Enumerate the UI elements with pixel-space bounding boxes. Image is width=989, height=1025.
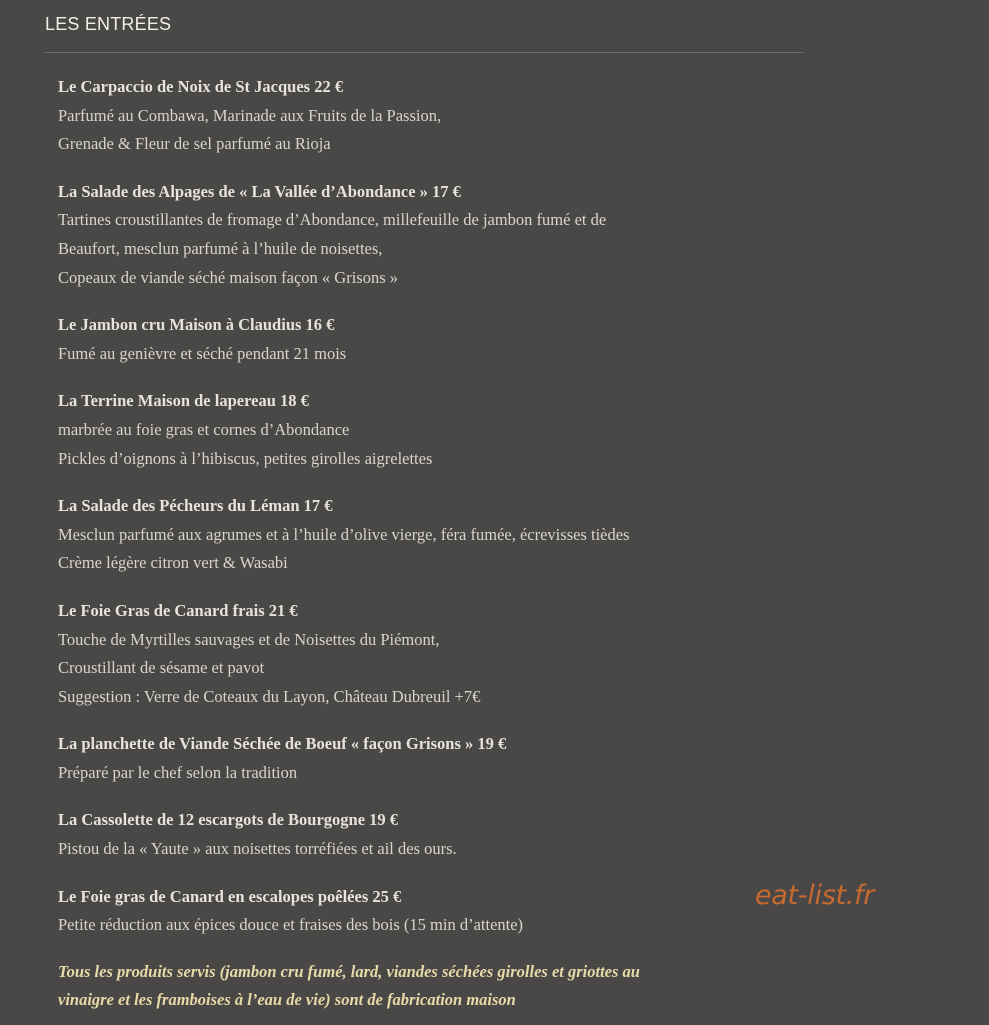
note-line: vinaigre et les framboises à l’eau de vie) sont de fabrication maison bbox=[58, 990, 516, 1010]
dish-title: La Salade des Alpages de « La Vallée d’Abondance » 17 € bbox=[58, 181, 461, 201]
menu-item bbox=[58, 730, 818, 787]
dish-description: Touche de Myrtilles sauvages et de Noisettes du Piémont, bbox=[58, 629, 440, 649]
dish-title: La planchette de Viande Séchée de Boeuf « façon Grisons » 19 € bbox=[58, 734, 507, 754]
dish-description: Fumé au genièvre et séché pendant 21 mois bbox=[58, 343, 347, 363]
dish-description: Parfumé au Combawa, Marinade aux Fruits de la Passion, bbox=[58, 105, 442, 125]
dish-title: Le Foie gras de Canard en escalopes poêlées 25 € bbox=[58, 886, 402, 906]
dish-description: Beaufort, mesclun parfumé à l’huile de noisettes, bbox=[58, 238, 383, 258]
menu-item bbox=[58, 73, 818, 159]
dish-description: Tartines croustillantes de fromage d’Abondance, millefeuille de jambon fumé et de bbox=[58, 210, 607, 230]
note-line: Tous les produits servis (jambon cru fumé, lard, viandes séchées girolles et griottes au bbox=[58, 961, 640, 981]
menu-item bbox=[58, 387, 818, 473]
dish-title: Le Foie Gras de Canard frais 21 € bbox=[58, 600, 298, 620]
dish-description: Petite réduction aux épices douce et fraises des bois (15 min d’attente) bbox=[58, 915, 524, 935]
dish-title: La Cassolette de 12 escargots de Bourgogne 19 € bbox=[58, 810, 399, 830]
dish-description: Préparé par le chef selon la tradition bbox=[58, 762, 298, 782]
dish-title: La Terrine Maison de lapereau 18 € bbox=[58, 391, 309, 411]
dish-description: Copeaux de viande séché maison façon « Grisons » bbox=[58, 267, 398, 287]
menu-item bbox=[58, 597, 818, 711]
menu-item bbox=[58, 311, 818, 368]
menu-item bbox=[58, 883, 818, 940]
watermark: eat-list.fr bbox=[755, 880, 875, 911]
dish-description: Pickles d’oignons à l’hibiscus, petites girolles aigrelettes bbox=[58, 448, 433, 468]
dish-description: Pistou de la « Yaute » aux noisettes torréfiées et ail des ours. bbox=[58, 839, 457, 859]
menu-item bbox=[58, 806, 818, 863]
dish-description: Grenade & Fleur de sel parfumé au Rioja bbox=[58, 134, 331, 154]
dish-title: Le Carpaccio de Noix de St Jacques 22 € bbox=[58, 77, 344, 96]
dish-title: Le Jambon cru Maison à Claudius 16 € bbox=[58, 315, 335, 335]
house-made-note bbox=[58, 958, 818, 1015]
section-divider bbox=[45, 52, 803, 53]
menu-list bbox=[58, 73, 818, 1015]
menu-item bbox=[58, 178, 818, 292]
dish-suggestion: Suggestion : Verre de Coteaux du Layon, Château Dubreuil +7€ bbox=[58, 686, 481, 706]
dish-description: Croustillant de sésame et pavot bbox=[58, 658, 265, 678]
menu-item bbox=[58, 492, 818, 578]
dish-description: Mesclun parfumé aux agrumes et à l’huile d’olive vierge, féra fumée, écrevisses tièdes bbox=[58, 524, 630, 544]
section-title: LES ENTRÉES bbox=[45, 14, 172, 34]
dish-title: La Salade des Pécheurs du Léman 17 € bbox=[58, 496, 333, 516]
dish-description: marbrée au foie gras et cornes d’Abondance bbox=[58, 419, 350, 439]
dish-description: Crème légère citron vert & Wasabi bbox=[58, 553, 288, 573]
